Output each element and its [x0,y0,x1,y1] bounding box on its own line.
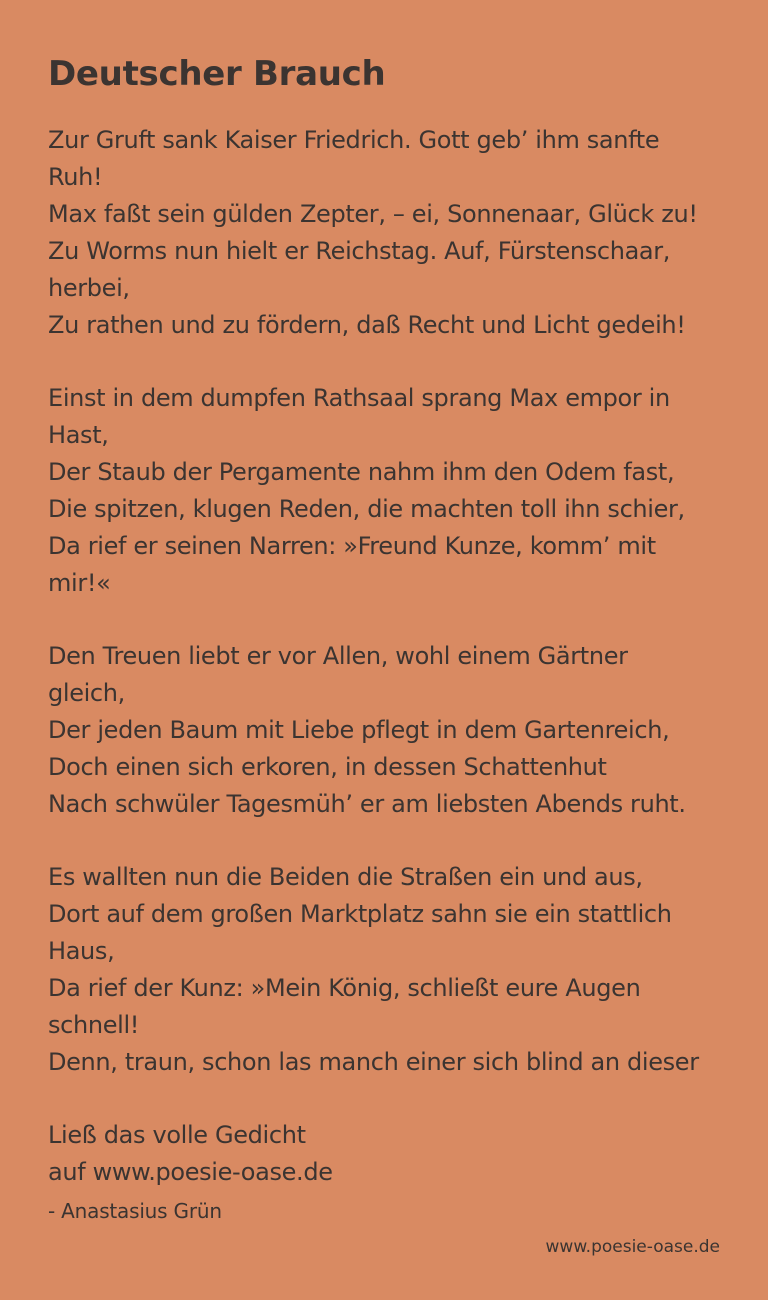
poem-line: Da rief der Kunz: »Mein König, schließt eure Augen [48,974,641,1002]
poem-line: Ruh! [48,163,103,191]
poem-title: Deutscher Brauch [48,54,386,94]
poem-line: gleich, [48,679,125,707]
stanza-1 [48,122,720,344]
poem-line: Der Staub der Pergamente nahm ihm den Odem fast, [48,458,675,486]
poem-body [48,122,720,1225]
poem-line: mir!« [48,569,111,597]
poem-line: Hast, [48,421,109,449]
poem-line: Der jeden Baum mit Liebe pflegt in dem Gartenreich, [48,716,670,744]
footer-website-url: www.poesie-oase.de [545,1237,720,1257]
stanza-2 [48,380,720,602]
poem-line: Zu rathen und zu fördern, daß Recht und Licht gedeih! [48,311,686,339]
poem-line: schnell! [48,1011,140,1039]
poem-line: herbei, [48,274,130,302]
poem-line: Den Treuen liebt er vor Allen, wohl einem Gärtner [48,642,628,670]
poem-line: Zu Worms nun hielt er Reichstag. Auf, Fürstenschaar, [48,237,671,265]
author-name: - Anastasius Grün [48,1199,222,1223]
poem-line: Es wallten nun die Beiden die Straßen ein und aus, [48,863,643,891]
poem-line: Denn, traun, schon las manch einer sich blind an dieser [48,1048,699,1076]
stanza-3 [48,638,720,823]
stanza-4 [48,859,720,1081]
cta-line: auf www.poesie-oase.de [48,1158,333,1186]
poem-line: Zur Gruft sank Kaiser Friedrich. Gott geb’ ihm sanfte [48,126,660,154]
poem-line: Max faßt sein gülden Zepter, – ei, Sonnenaar, Glück zu! [48,200,698,228]
poem-line: Die spitzen, klugen Reden, die machten toll ihn schier, [48,495,685,523]
poem-line: Nach schwüler Tagesmüh’ er am liebsten Abends ruht. [48,790,686,818]
read-full-poem-notice [48,1117,720,1191]
poem-line: Einst in dem dumpfen Rathsaal sprang Max empor in [48,384,670,412]
cta-line: Ließ das volle Gedicht [48,1121,306,1149]
poem-line: Dort auf dem großen Marktplatz sahn sie ein stattlich [48,900,672,928]
poem-line: Da rief er seinen Narren: »Freund Kunze, komm’ mit [48,532,656,560]
poem-line: Haus, [48,937,115,965]
poem-line: Doch einen sich erkoren, in dessen Schattenhut [48,753,607,781]
